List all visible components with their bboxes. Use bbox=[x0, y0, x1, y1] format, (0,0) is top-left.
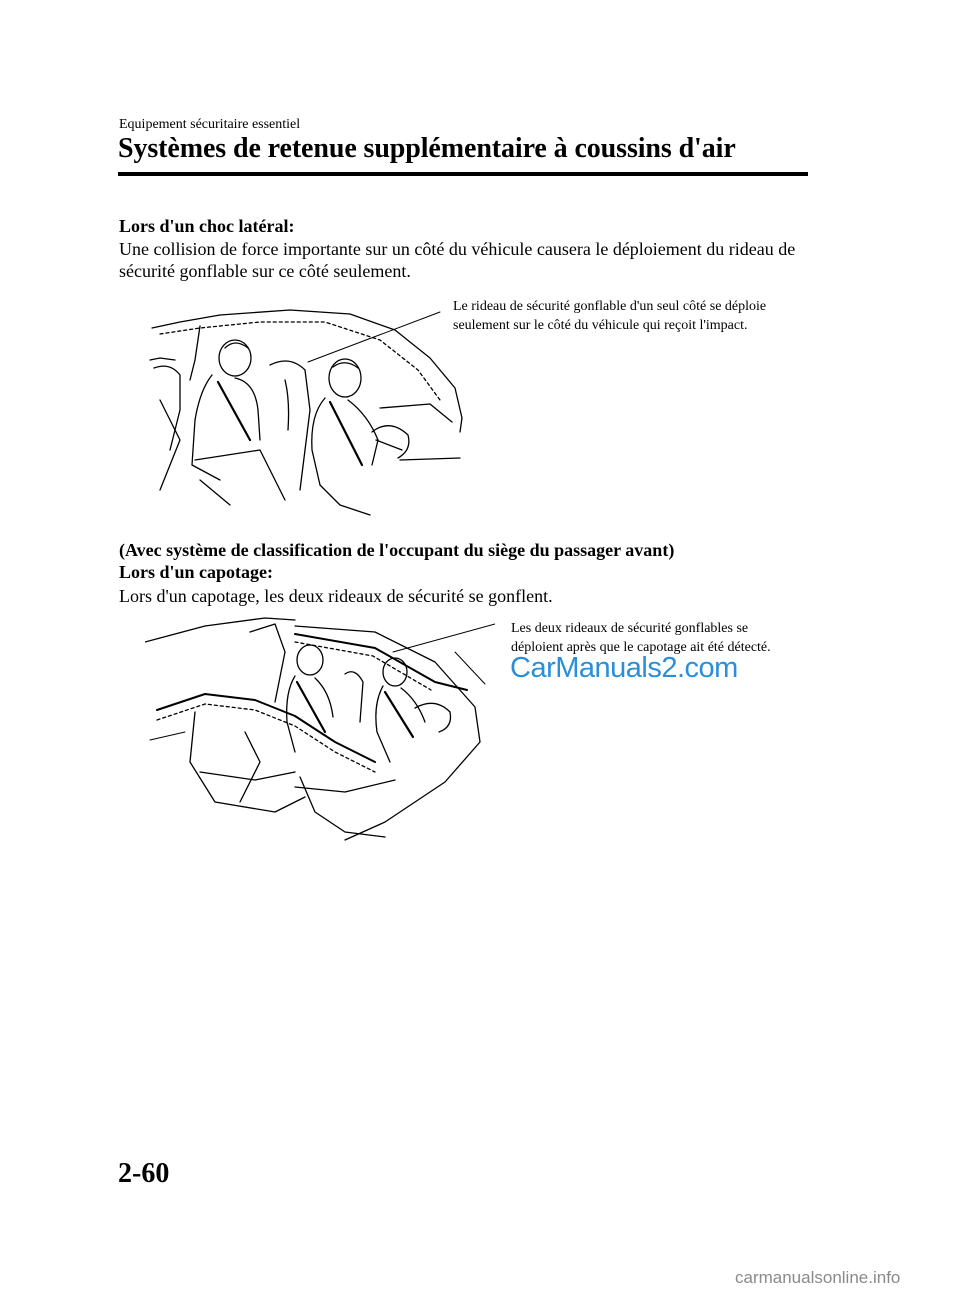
side-impact-body: Une collision de force importante sur un côté du véhicule causera le déploiement du rideau de sécurité gonflable sur ce côté seulement. bbox=[119, 239, 796, 281]
side-impact-heading: Lors d'un choc latéral: bbox=[119, 216, 295, 236]
page-number: 2-60 bbox=[118, 1158, 170, 1189]
rollover-body: Lors d'un capotage, les deux rideaux de sécurité se gonflent. bbox=[119, 586, 553, 606]
rollover-condition: (Avec système de classification de l'occupant du siège du passager avant) bbox=[119, 540, 675, 560]
rollover-heading: Lors d'un capotage: bbox=[119, 562, 274, 582]
side-curtain-airbag-illustration bbox=[140, 300, 470, 525]
rollover-callout: Les deux rideaux de sécurité gonflables se déploient après que le capotage ait été détecté. bbox=[511, 621, 771, 655]
footer-site-watermark: carmanualsonline.info bbox=[735, 1268, 901, 1287]
side-impact-callout: Le rideau de sécurité gonflable d'un seul côté se déploie seulement sur le côté du véhicule qui reçoit l'impact. bbox=[453, 299, 767, 333]
title-divider bbox=[118, 172, 808, 176]
section-label: Equipement sécuritaire essentiel bbox=[119, 117, 301, 132]
rollover-curtain-airbag-illustration bbox=[145, 612, 495, 847]
watermark: CarManuals2.com bbox=[510, 652, 738, 684]
page-title: Systèmes de retenue supplémentaire à coussins d'air bbox=[118, 133, 736, 164]
